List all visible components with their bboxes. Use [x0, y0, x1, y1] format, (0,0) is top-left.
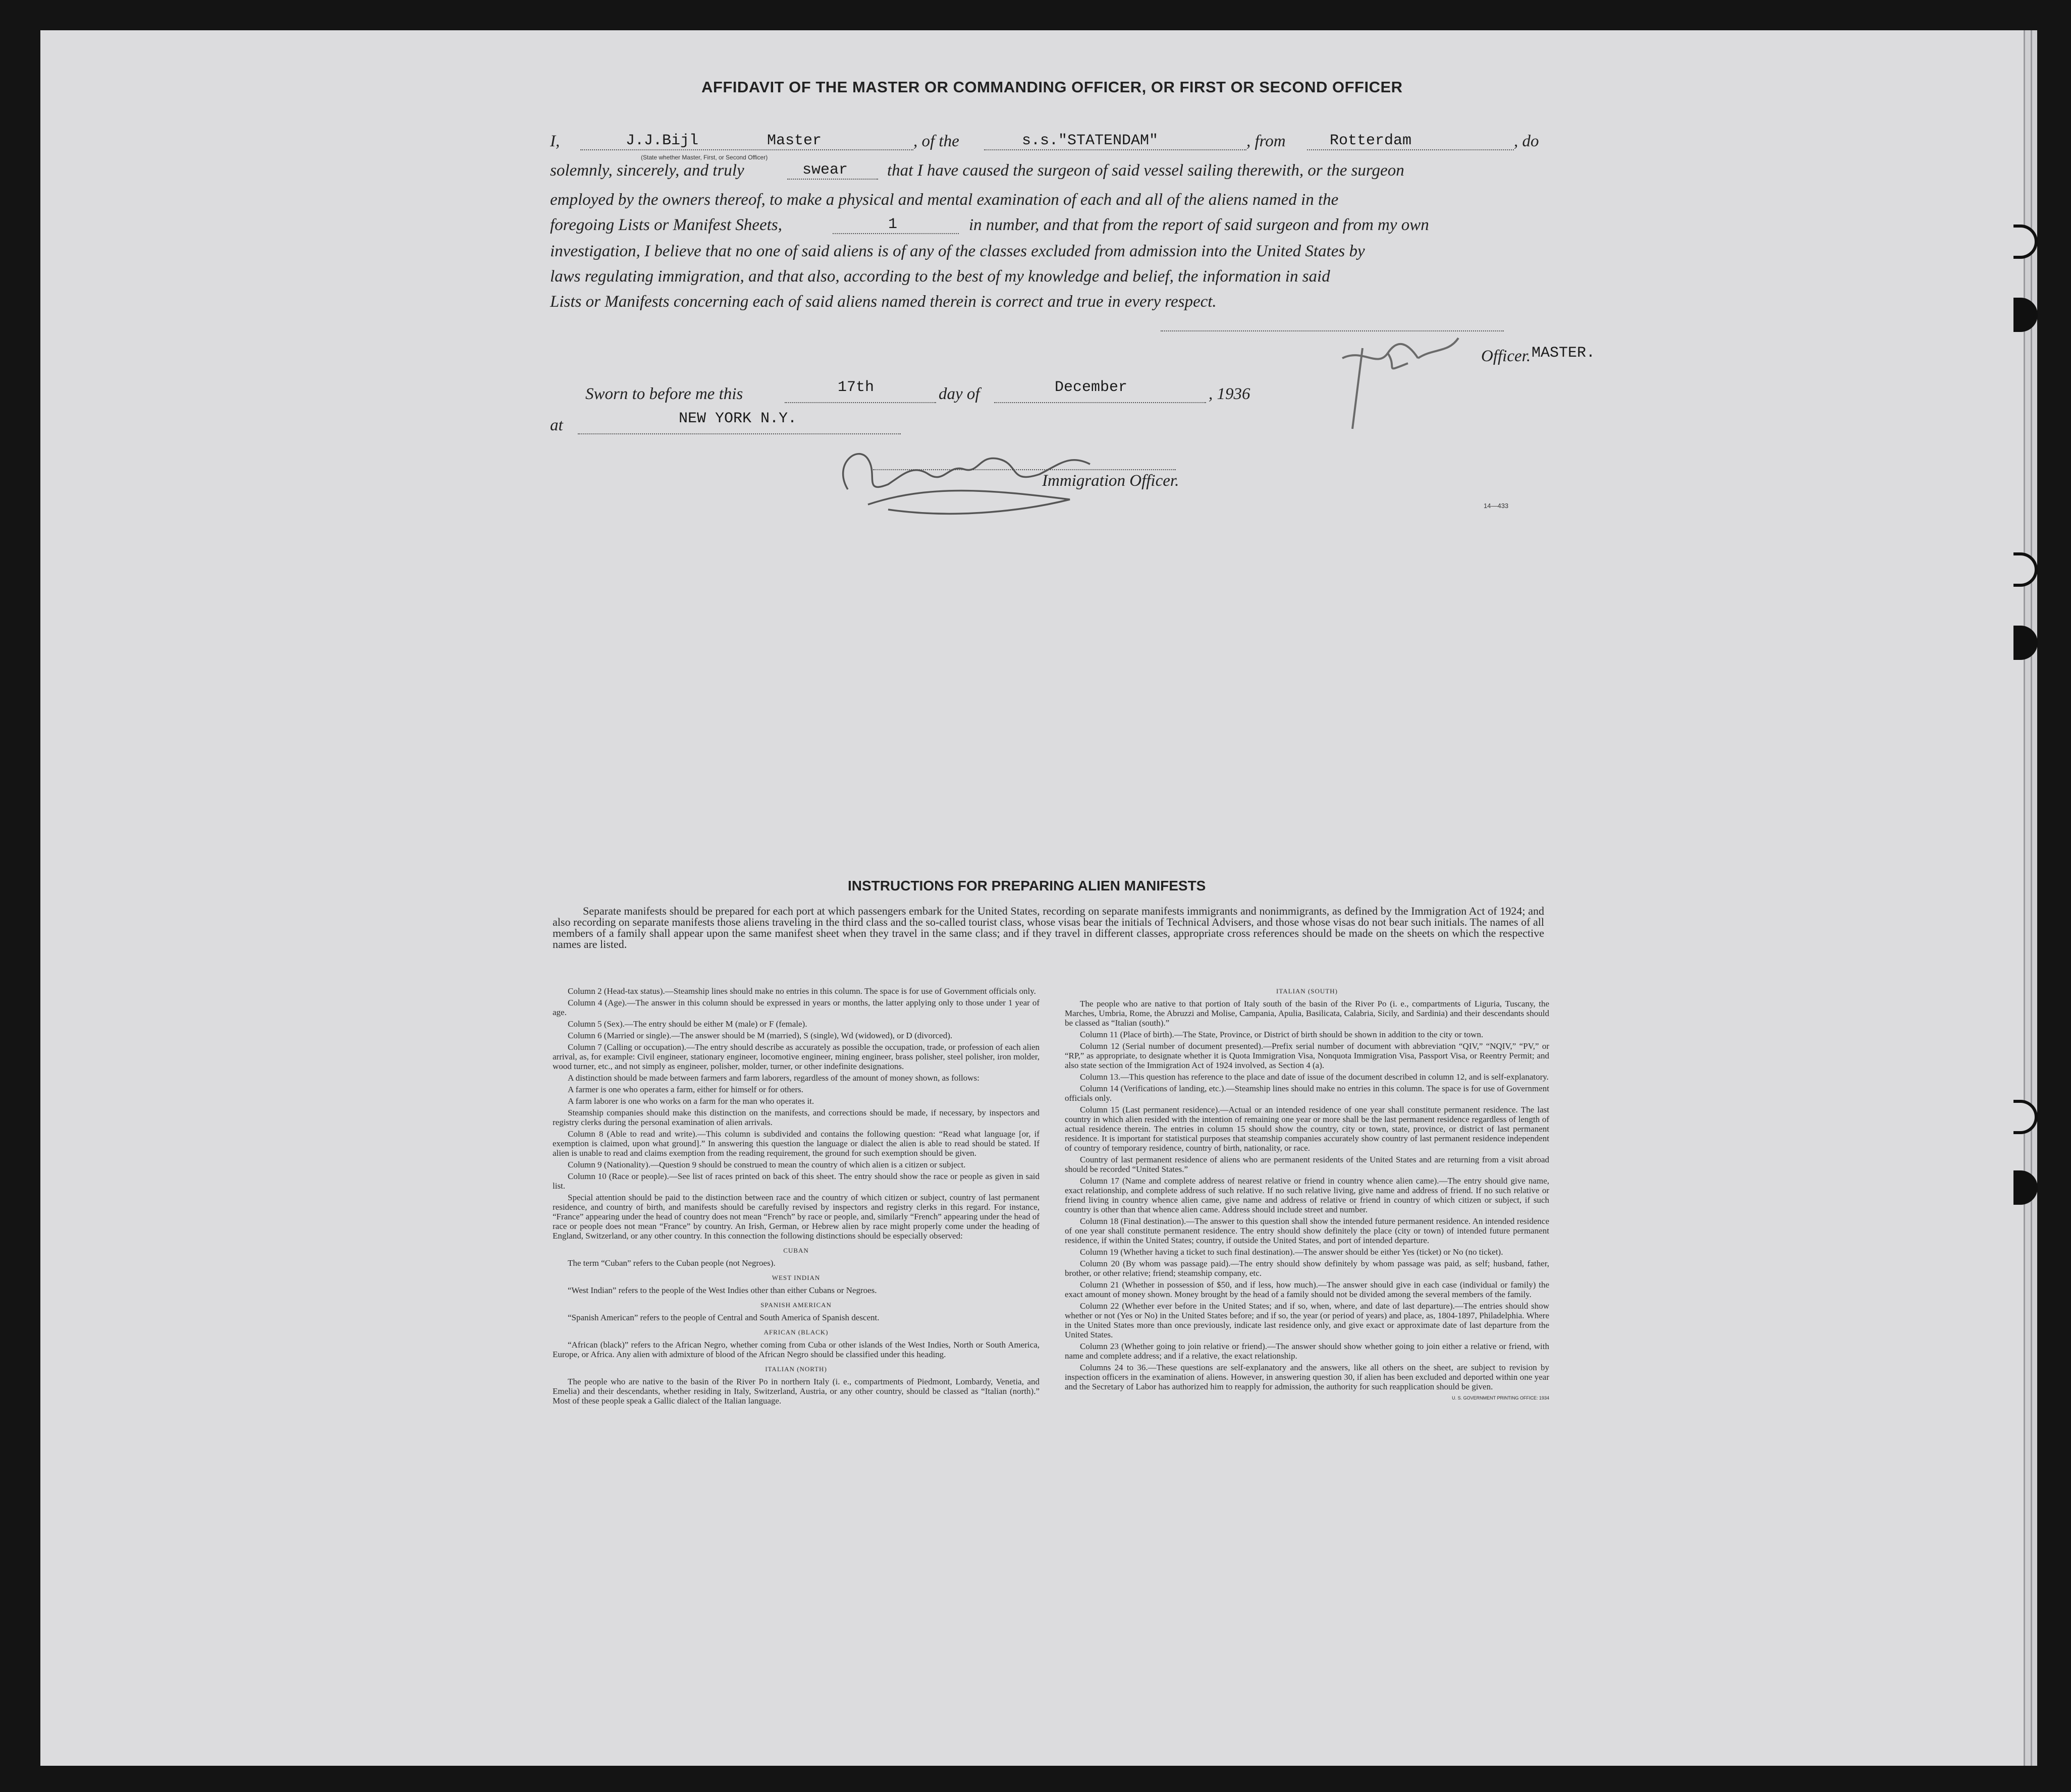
sworn-day: 17th — [838, 379, 875, 396]
immigration-officer-label: Immigration Officer. — [1042, 472, 1179, 490]
day-line — [785, 402, 936, 403]
instruction-paragraph: Column 22 (Whether ever before in the United States; and if so, when, where, and date of last departure).—The entries should show whether or not (Yes or No) in the United States before; and if so, the year (or period of years) and place, as, 1804-1897, Philadelphia. Where in the United States more than once previously, indicate last residence only, and give exact or approximate date of last departure from the United States. — [1065, 1301, 1549, 1339]
text-surgeon: that I have caused the surgeon of said vessel sailing therewith, or the surgeon — [887, 161, 1404, 180]
heading-african: AFRICAN (BLACK) — [764, 1328, 829, 1336]
instruction-paragraph: Column 14 (Verifications of landing, etc.).—Steamship lines should make no entries in this column. The space is for use of Government officials only. — [1065, 1084, 1549, 1103]
instruction-paragraph: Country of last permanent residence of aliens who are permanent residents of the United States and are returning from a visit abroad should be recorded “United States.” — [1065, 1155, 1549, 1174]
instruction-paragraph: “West Indian” refers to the people of the West Indies other than either Cubans or Negroes. — [568, 1285, 877, 1295]
immigration-officer-line — [873, 469, 1176, 470]
affidavit-line-7: Lists or Manifests concerning each of said aliens named therein is correct and true in every respect. — [550, 293, 1217, 311]
instruction-paragraph: A farm laborer is one who works on a farm for the man who operates it. — [568, 1096, 814, 1106]
sworn-year: , 1936 — [1209, 385, 1250, 403]
instruction-paragraph: Column 21 (Whether in possession of $50, and if less, how much).—The answer should give in each case (individual or family) the exact amount of money shown. Money brought by the head of a family should not be divided among the several members of the family. — [1065, 1280, 1549, 1299]
officer-name: J.J.Bijl — [626, 132, 699, 149]
instruction-paragraph: Column 11 (Place of birth).—The State, Province, or District of birth should be shown in addition to the city or town. — [1080, 1030, 1484, 1039]
sheet-count: 1 — [888, 216, 898, 233]
instruction-paragraph: A distinction should be made between farmers and farm laborers, regardless of the amount of money shown, as follows: — [568, 1073, 979, 1083]
sheet-count-line — [833, 233, 959, 234]
affidavit-line-6: laws regulating immigration, and that also, according to the best of my knowledge and belief, the information in said — [550, 267, 1330, 286]
instruction-paragraph: Column 8 (Able to read and write).—This column is subdivided and contains the following question: “Read what language [or, if exemption is claimed, upon what ground].” In answering this question the language or dialect the alien is able to read should be stated. If alien is unable to read and claims exemption from the reading requirement, the ground for such exemption should be given. — [553, 1129, 1040, 1158]
instruction-paragraph: “African (black)” refers to the African Negro, whether coming from Cuba or other islands of the West Indies, North or South America, Europe, or Africa. Any alien with admixture of blood of the African Negro should be classified under this heading. — [553, 1340, 1040, 1359]
instruction-paragraph: Columns 24 to 36.—These questions are self-explanatory and the answers, like all others on the sheet, are subject to revision by inspection officers in the examination of aliens. However, in answering question 30, if alien has been excluded and deported within one year and the Secretary of Labor has authorized him to reapply for admission, the authority for such reapplication should be given. — [1065, 1363, 1549, 1391]
instruction-paragraph: Steamship companies should make this distinction on the manifests, and corrections should be made, if necessary, by inspectors and registry clerks during the personal examination of alien arrivals. — [553, 1108, 1040, 1127]
heading-italian-south: ITALIAN (SOUTH) — [1276, 987, 1338, 995]
printer-imprint: U. S. GOVERNMENT PRINTING OFFICE: 1934 — [1452, 1395, 1549, 1401]
month-line — [994, 402, 1206, 403]
instruction-paragraph: Column 9 (Nationality).—Question 9 should be construed to mean the country of which alien is a citizen or subject. — [568, 1160, 966, 1169]
page-edge — [2031, 30, 2037, 1766]
instruction-paragraph: “Spanish American” refers to the people of Central and South America of Spanish descent. — [568, 1313, 880, 1322]
text-foregoing: foregoing Lists or Manifest Sheets, — [550, 216, 782, 234]
instructions-left-column — [553, 986, 1040, 1408]
manifest-sheet — [40, 30, 2031, 1766]
instruction-paragraph: Column 15 (Last permanent residence).—Actual or an intended residence of one year shall constitute permanent residence. The last country in which alien resided with the intention of remaining one year or more shall be the last permanent residence regardless of length of actual residence therein. The entries in column 15 should show the country, city or town, state, province, or district of last permanent residence. It is important for statistical purposes that steamship companies accurately show country of last permanent residence independent of country of temporary residence, country of birth, nationality, or race. — [1065, 1105, 1549, 1153]
instruction-paragraph: Column 12 (Serial number of document presented).—Prefix serial number of document with abbreviation “QIV,” “NQIV,” “PV,” or “RP,” as appropriate, to designate whether it is Quota Immigration Visa, Nonquota Immigration Visa, Passport Visa, or Reentry Permit; and also state section of the Immigration Act of 1924 involved, as Section 4 (a). — [1065, 1041, 1549, 1070]
instruction-paragraph: Column 13.—This question has reference to the place and date of issue of the document described in column 12, and is self-explanatory. — [1080, 1072, 1549, 1082]
vessel-name: s.s."STATENDAM" — [1022, 132, 1159, 149]
instruction-paragraph: Column 10 (Race or people).—See list of races printed on back of this sheet. The entry should show the race or people as given in said list. — [553, 1171, 1040, 1191]
instruction-paragraph: Column 6 (Married or single).—The answer should be M (married), S (single), Wd (widowed), or D (divorced). — [568, 1031, 953, 1040]
officer-rank: Master — [767, 132, 822, 149]
sworn-month: December — [1055, 379, 1128, 396]
oath-line — [787, 179, 878, 180]
affidavit-title: AFFIDAVIT OF THE MASTER OR COMMANDING OFFICER, OR FIRST OR SECOND OFFICER — [701, 78, 1403, 96]
text-do: , do — [1514, 132, 1539, 150]
heading-cuban: CUBAN — [783, 1247, 809, 1254]
text-at: at — [550, 416, 563, 434]
instruction-paragraph: Column 17 (Name and complete address of nearest relative or friend in country whence alien came).—The entry should give name, exact relationship, and complete address of such relative. If no such relative living, give name and address of friend. If no such relative or friend living in country whence alien came, give name and address of relative or friend in country of which citizen or subject, if such country is other than that whence alien came. Address should include street and number. — [1065, 1176, 1549, 1214]
instructions-intro: Separate manifests should be prepared for each port at which passengers embark for the United States, recording on separate manifests immigrants and nonimmigrants, as defined by the Immigration Act of 1924; and also recording on separate manifests those aliens traveling in the third class and the so-called tourist class, whose visas bear the initials of Technical Advisers, and those whose visas do not bear such initials. The names of all members of a family shall appear upon the same manifest sheet when they travel in the same class; and if they travel in different classes, appropriate cross references should be made on the sheets on which the respective names are listed. — [553, 905, 1544, 950]
port-line — [1307, 149, 1514, 150]
instruction-paragraph: Column 2 (Head-tax status).—Steamship lines should make no entries in this column. The space is for use of Government officials only. — [568, 986, 1036, 996]
instruction-paragraph: Special attention should be paid to the distinction between race and the country of which citizen or subject, country of last permanent residence, and country of birth, and manifests should be carefully revised by inspectors and registry clerks in this regard. For instance, “France” appearing under the head of country does not mean “French” by race or people, and, similarly “French” appearing under the head of race or people does not mean “France” by country. An Irish, German, or Hebrew alien by race might properly come under the heading of England, Switzerland, or any other country. In this connection the following distinctions should be especially observed: — [553, 1193, 1040, 1241]
officer-typed-rank: MASTER. — [1532, 345, 1596, 362]
text-I: I, — [550, 132, 560, 150]
text-of-the: , of the — [913, 132, 959, 150]
officer-label: Officer. — [1481, 347, 1531, 365]
form-number: 14—433 — [1484, 502, 1509, 510]
sworn-place: NEW YORK N.Y. — [679, 410, 797, 427]
instruction-paragraph: Column 4 (Age).—The answer in this column should be expressed in years or months, the latter applying only to those under 1 year of age. — [553, 998, 1040, 1017]
instruction-paragraph: Column 18 (Final destination).—The answer to this question shall show the intended future permanent residence. An intended residence of one year shall constitute permanent residence. The entry should show definitely the place (city or town) of intended future permanent residence, if within the United States; country, if outside the United States, and port of intended departure. — [1065, 1216, 1549, 1245]
text-sworn: Sworn to before me this — [585, 385, 743, 403]
text-day-of: day of — [939, 385, 980, 403]
vessel-line — [984, 149, 1246, 150]
instruction-paragraph: A farmer is one who operates a farm, either for himself or for others. — [568, 1085, 803, 1094]
instruction-paragraph: Column 23 (Whether going to join relative or friend).—The answer should show whether going to join either a relative or friend, with name and complete address; and if a relative, the exact relationship. — [1065, 1341, 1549, 1361]
heading-spanish-american: SPANISH AMERICAN — [760, 1301, 832, 1309]
officer-line — [580, 149, 913, 150]
affidavit-line-3: employed by the owners thereof, to make a physical and mental examination of each and all of the aliens named in the — [550, 191, 1339, 209]
instruction-paragraph: The term “Cuban” refers to the Cuban people (not Negroes). — [568, 1258, 776, 1268]
instruction-paragraph: Column 20 (By whom was passage paid).—The entry should show definitely by whom passage was paid, as self; husband, father, brother, or other relative; friend; steamship company, etc. — [1065, 1259, 1549, 1278]
affidavit-line-5: investigation, I believe that no one of said aliens is of any of the classes excluded from admission into the United States by — [550, 242, 1365, 260]
instructions-right-column — [1065, 986, 1549, 1403]
departure-port: Rotterdam — [1330, 132, 1412, 149]
instructions-title: INSTRUCTIONS FOR PREPARING ALIEN MANIFESTS — [848, 878, 1206, 893]
instruction-paragraph: Column 19 (Whether having a ticket to such final destination).—The answer should be either Yes (ticket) or No (no ticket). — [1080, 1247, 1503, 1257]
master-signature — [1332, 328, 1474, 444]
text-solemnly: solemnly, sincerely, and truly — [550, 161, 744, 180]
rank-note: (State whether Master, First, or Second Officer) — [641, 154, 768, 161]
oath-type: swear — [802, 161, 848, 179]
instruction-paragraph: The people who are native to the basin of the River Po in northern Italy (i. e., compartments of Piedmont, Lombardy, Venetia, and Emelia) and their descendants, whether residing in Italy, Switzerland, Austria, or any other country, should be classed as “Italian (north).” Most of these people speak a Gallic dialect of the Italian language. — [553, 1377, 1040, 1406]
text-from: , from — [1246, 132, 1286, 150]
heading-italian-north: ITALIAN (NORTH) — [765, 1365, 827, 1373]
text-in-number: in number, and that from the report of said surgeon and from my own — [969, 216, 1429, 234]
heading-west-indian: WEST INDIAN — [772, 1274, 821, 1281]
instruction-paragraph: Column 7 (Calling or occupation).—The entry should describe as accurately as possible the occupation, trade, or profession of each alien arrival, as, for example: Civil engineer, stationary engineer, locomotive engineer, mining engineer, brass polisher, steel polisher, iron molder, wood turner, etc., and not simply as engineer, polisher, molder, turner, or other indefinite designations. — [553, 1042, 1040, 1071]
instruction-paragraph: The people who are native to that portion of Italy south of the basin of the River Po (i. e., compartments of Liguria, Tuscany, the Marches, Umbria, Rome, the Abruzzi and Molise, Campania, Apulia, Basilicata, Calabria, Sicily, and Sardinia) and their descendants should be classed as “Italian (south).” — [1065, 999, 1549, 1028]
instruction-paragraph: Column 5 (Sex).—The entry should be either M (male) or F (female). — [568, 1019, 807, 1029]
